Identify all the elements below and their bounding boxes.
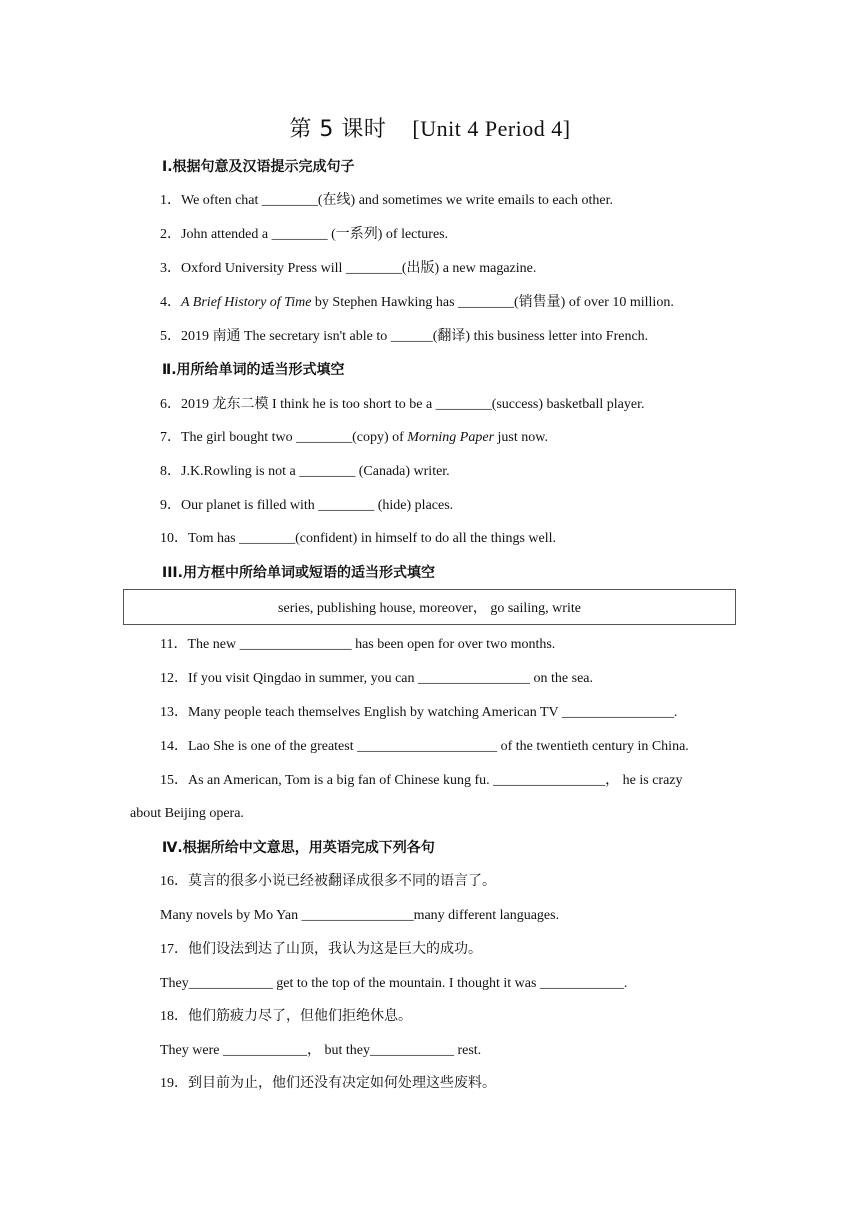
question-18-chinese: 18．他们筋疲力尽了，但他们拒绝休息。	[160, 1009, 412, 1024]
question-2: 2．John attended a ________ (一系列) of lectures.	[160, 227, 449, 242]
title-chinese: 第 5 课时	[289, 117, 387, 142]
section-3-heading: III.用方框中所给单词或短语的适当形式填空	[162, 565, 435, 581]
question-3: 3．Oxford University Press will ________(出版) a new magazine.	[160, 261, 537, 276]
question-16-english: Many novels by Mo Yan ________________many different languages.	[160, 908, 560, 923]
question-13: 13．Many people teach themselves English by watching American TV ________________.	[160, 705, 678, 720]
question-16-chinese: 16．莫言的很多小说已经被翻译成很多不同的语言了。	[160, 874, 496, 889]
question-9: 9．Our planet is filled with ________ (hide) places.	[160, 498, 454, 513]
question-17-chinese: 17．他们设法到达了山顶，我认为这是巨大的成功。	[160, 942, 482, 957]
question-19-chinese: 19．到目前为止，他们还没有决定如何处理这些废料。	[160, 1076, 496, 1091]
question-18-english: They were ____________， but they____________ rest.	[160, 1043, 482, 1058]
question-6: 6．2019 龙东二模 I think he is too short to be a ________(success) basketball player.	[160, 397, 645, 412]
question-11: 11．The new ________________ has been open for over two months.	[160, 637, 556, 652]
question-7-tail: just now.	[494, 430, 548, 445]
question-4-book-title: A Brief History of Time	[181, 295, 312, 310]
section-4-heading: Ⅳ.根据所给中文意思，用英语完成下列各句	[162, 840, 435, 856]
section-1-heading: Ⅰ.根据句意及汉语提示完成句子	[162, 159, 355, 175]
word-box	[123, 589, 736, 625]
question-12: 12．If you visit Qingdao in summer, you can ________________ on the sea.	[160, 671, 593, 686]
question-7	[160, 429, 548, 447]
question-4	[160, 294, 674, 312]
question-14: 14．Lao She is one of the greatest ____________________ of the twentieth century in China.	[160, 739, 689, 754]
question-4-text: by Stephen Hawking has ________(销售量) of over 10 million.	[311, 295, 674, 310]
word-box-text: series, publishing house, moreover， go sailing, write	[278, 601, 581, 616]
page-title	[0, 112, 860, 143]
question-10: 10．Tom has ________(confident) in himself to do all the things well.	[160, 531, 557, 546]
question-5: 5．2019 南通 The secretary isn't able to ______(翻译) this business letter into French.	[160, 329, 649, 344]
question-1: 1．We often chat ________(在线) and sometimes we write emails to each other.	[160, 193, 613, 208]
question-7-text: 7．The girl bought two ________(copy) of	[160, 430, 408, 445]
question-17-english: They____________ get to the top of the mountain. I thought it was ____________.	[160, 976, 628, 991]
title-english: [Unit 4 Period 4]	[412, 116, 571, 141]
question-4-number: 4．	[160, 295, 181, 310]
question-8: 8．J.K.Rowling is not a ________ (Canada) writer.	[160, 464, 450, 479]
question-15-continuation: about Beijing opera.	[130, 806, 244, 821]
question-15: 15．As an American, Tom is a big fan of Chinese kung fu. ________________， he is crazy	[160, 773, 683, 788]
question-7-newspaper-title: Morning Paper	[407, 430, 495, 445]
section-2-heading: Ⅱ.用所给单词的适当形式填空	[162, 362, 345, 378]
